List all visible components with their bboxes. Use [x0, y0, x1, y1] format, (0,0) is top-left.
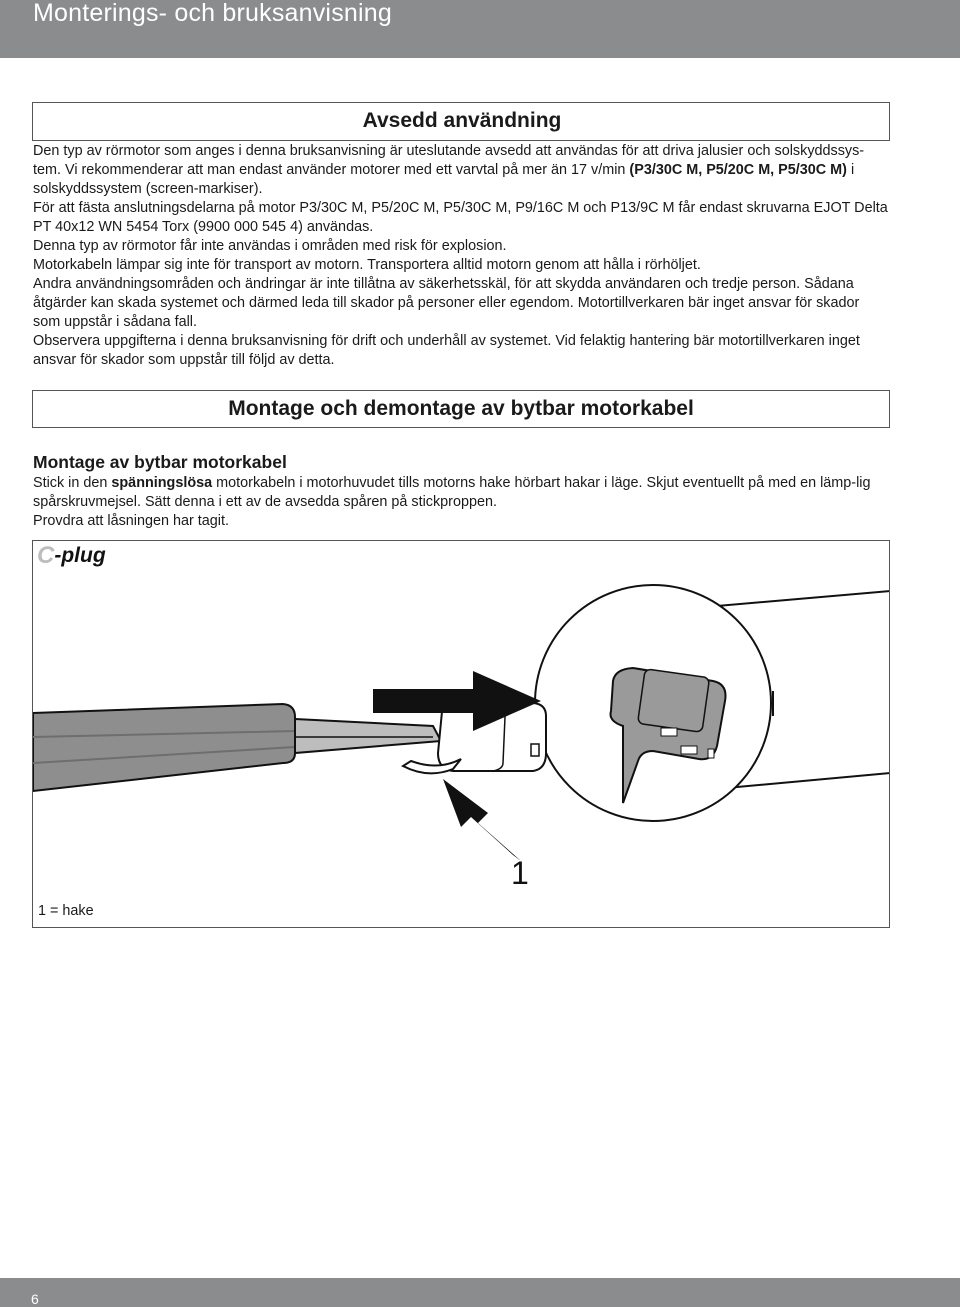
socket-pin — [681, 746, 697, 754]
page-number: 6 — [31, 1291, 39, 1307]
socket-pin — [661, 728, 677, 736]
c-plug-logo: C -plug — [37, 542, 106, 569]
socket-pin — [708, 749, 714, 758]
motor-cable-illustration — [33, 541, 890, 928]
plug-notch — [531, 744, 539, 756]
section-heading-cable-mounting: Montage och demontage av bytbar motorkabel — [228, 397, 694, 420]
paragraph: För att fästa anslutningsdelarna på motor P3/30C M, P5/20C M, P5/30C M, P9/16C M och P13/9C M får endast skruvarna EJOT Delta PT 40x12 WN 5454 Torx (9900 000 545 4) användas. — [33, 200, 888, 235]
subheading-mounting: Montage av bytbar motorkabel — [33, 452, 287, 472]
paragraph: Provdra att låsningen har tagit. — [33, 513, 229, 529]
paragraph: Motorkabeln lämpar sig inte för transport av motorn. Transportera alltid motorn genom att hålla i rörhöljet. — [33, 257, 701, 273]
mounting-instructions — [33, 474, 889, 531]
screwdriver-shaft — [295, 719, 441, 753]
screwdriver-handle — [33, 704, 295, 791]
document-title: Monterings- och bruksanvisning — [33, 0, 392, 27]
figure-caption: 1 = hake — [38, 903, 94, 919]
page-header — [0, 0, 960, 58]
paragraph: Denna typ av rörmotor får inte användas i områden med risk för explosion. — [33, 238, 507, 254]
illustration-frame — [32, 540, 890, 928]
callout-arrow — [443, 779, 521, 861]
paragraph: Observera uppgifterna i denna bruksanvisning för drift och underhåll av systemet. Vid felaktig hantering bär motortillverkaren inget ansvar för skador som uppstår till följd av detta. — [33, 333, 860, 368]
callout-number: 1 — [511, 855, 529, 891]
paragraph: Stick in den spänningslösa motorkabeln i motorhuvudet tills motorns hake hörbart hakar i läge. Skjut eventuellt på med en lämp-lig spårskruvmejsel. Sätt denna i ett av de avsedda spåren på stickproppen. — [33, 475, 871, 510]
page-footer — [0, 1278, 960, 1307]
section-heading-intended-use: Avsedd användning — [362, 109, 562, 132]
paragraph: Andra användningsområden och ändringar är inte tillåtna av säkerhetsskäl, för att skydda användaren och tredje person. Sådana åtgärder kan skada systemet och därmed leda till skador på personer eller egendom. Motortillverkaren bär inget ansvar för skador som uppstår i sådana fall. — [33, 276, 860, 330]
intended-use-text — [33, 142, 889, 370]
section-heading-box — [32, 102, 890, 141]
section-heading-box — [32, 390, 890, 428]
paragraph: Den typ av rörmotor som anges i denna bruksanvisning är uteslutande avsedd att användas för att driva jalusier och solskyddssys-tem. Vi rekommenderar att man endast använder motorer med ett varvtal på mer än 17 v/min (P3/30C M, P5/20C M, P5/30C M) i solskyddssystem (screen-markiser). — [33, 143, 865, 197]
